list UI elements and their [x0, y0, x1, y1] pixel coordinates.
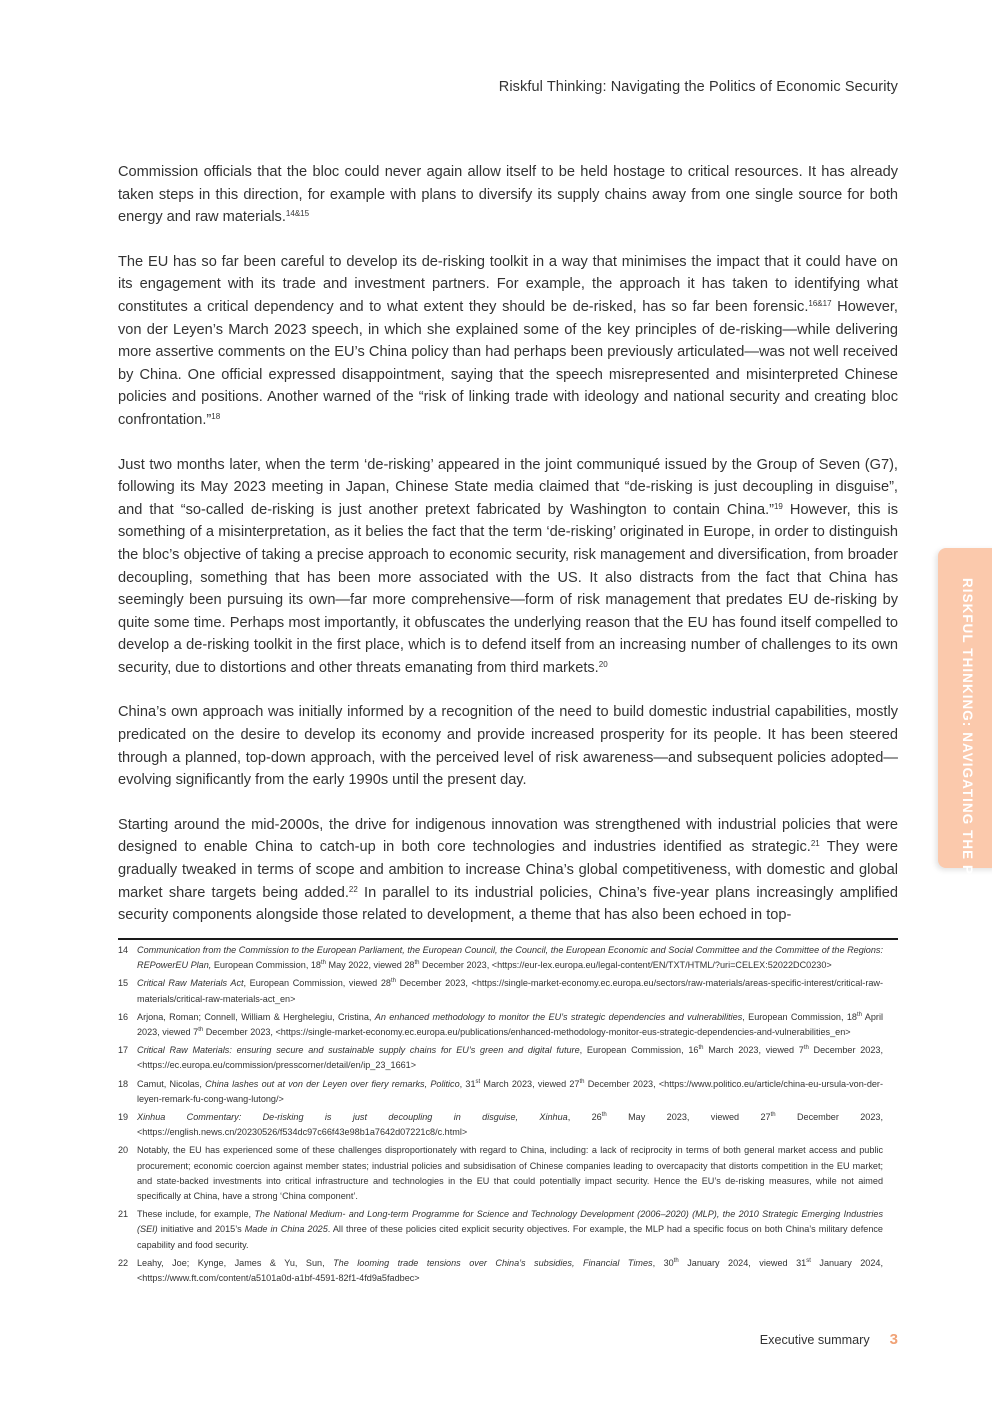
footnote-text	[137, 1143, 883, 1204]
footnote-number: 22	[118, 1257, 129, 1268]
text-run: Starting around the mid-2000s, the drive for indigenous innovation was strengthened with industrial policies that were designed to enable China to catch-up in both core technologies and industries identified as strategic.	[118, 816, 898, 856]
footnote-ref: 16&17	[808, 298, 832, 308]
footnote-ref: st	[475, 1078, 481, 1085]
footnote-ref: 19	[773, 501, 783, 511]
footnote-text	[137, 1207, 883, 1253]
footnote-ref: 22	[348, 884, 358, 894]
text-run: Leahy, Joe; Kynge, James & Yu, Sun,	[137, 1257, 334, 1268]
text-run: May 2022, viewed 28	[326, 960, 415, 971]
italic-text: The National Medium- and Long-term Programme for Science and Technology Development (2006–2020) (MLP), the 2010 Strategic Emerging Industries (SEI)	[137, 1209, 883, 1235]
footnote-ref: 20	[598, 659, 608, 669]
paragraph	[118, 251, 898, 432]
text-run: January 2024, <https://www.ft.com/content/a5101a0d-a1bf-4591-82f1-4fd9a5fadbec>	[137, 1257, 884, 1284]
footnote	[118, 1207, 883, 1253]
italic-text: Critical Raw Materials: ensuring secure and sustainable supply chains for EU’s green and digital future	[137, 1045, 580, 1056]
text-run: , 30	[652, 1257, 674, 1268]
footnote	[118, 976, 883, 1006]
footnote	[118, 1143, 883, 1204]
footnote-text	[137, 976, 883, 1006]
paragraph	[118, 161, 898, 229]
footnote-ref: 21	[810, 839, 820, 849]
footnote-number: 15	[118, 978, 129, 989]
italic-text: The looming trade tensions over China’s subsidies, Financial Times	[333, 1257, 653, 1268]
footnote	[118, 1077, 883, 1107]
text-run: December 2023, <https://ec.europa.eu/commission/presscorner/detail/en/ip_23_1661>	[137, 1045, 883, 1071]
text-run: April 2023, viewed 7	[137, 1011, 883, 1038]
footnote-number: 16	[118, 1011, 129, 1022]
footnote-number: 14	[118, 945, 129, 955]
footnote-number: 21	[118, 1209, 129, 1220]
text-run: , European Commission, viewed 28	[243, 978, 391, 989]
text-run: initiative and 2015’s	[157, 1224, 245, 1235]
footnote-ref: th	[673, 1257, 679, 1264]
footnote-number: 17	[118, 1045, 129, 1056]
footnote	[118, 1256, 883, 1286]
italic-text: Critical Raw Materials Act	[137, 978, 244, 989]
italic-text: Xinhua Commentary: De-risking is just decoupling in disguise, Xinhua	[137, 1112, 568, 1123]
paragraph	[118, 814, 898, 927]
text-run: , European Commission, 18	[742, 1011, 857, 1022]
body-text	[118, 161, 898, 949]
text-run: January 2024, viewed 31	[678, 1257, 807, 1268]
text-run: March 2023, viewed 27	[480, 1078, 580, 1089]
text-run: , 26	[567, 1112, 602, 1123]
footnote-ref: 14&15	[285, 209, 310, 219]
footnote-ref: th	[601, 1112, 607, 1119]
italic-text: Communication from the Commission to the European Parliament, the European Council, the Council, the European Economic and Social Committee and the Committee of the Regions: REPowerEU Plan,	[137, 945, 883, 971]
text-run: December 2023, <https://single-market-economy.ec.europa.eu/sectors/raw-materials/areas-specific-interest/critical-raw-materials/critical-raw-materials-act_en>	[137, 978, 883, 1004]
page-number: 3	[889, 1331, 898, 1348]
paragraph	[118, 701, 898, 791]
text-run: December 2023, <https://english.news.cn/20230526/f534dc97c66f43e98b1a7642d07221c8/c.html>	[137, 1112, 884, 1138]
text-run: December 2023, <https://www.politico.eu/article/china-eu-ursula-von-der-leyen-remark-fu-cong-wang-lutong/>	[137, 1078, 883, 1104]
footnote-ref: th	[414, 960, 420, 967]
text-run: Commission officials that the bloc could never again allow itself to be held hostage to critical resources. It has already taken steps in this direction, for example with plans to diversify its supply chains away from one single source for both energy and raw materials.	[118, 164, 898, 226]
page-footer	[760, 1331, 898, 1348]
footnote-ref: th	[579, 1078, 585, 1085]
text-run: China’s own approach was initially informed by a recognition of the need to build domestic industrial capabilities, mostly predicated on the desire to develop its economy and provide increased prosperity for its people. It has been steered through a planned, top-down approach, with the perceived level of risk awareness—and subsequent policies adopted—evolving significantly from the early 1990s until the present day.	[118, 704, 898, 789]
footnote-text	[137, 1077, 883, 1107]
footnote-ref: th	[390, 978, 396, 985]
text-run: , European Commission, 16	[579, 1045, 699, 1056]
text-run: May 2023, viewed 27	[606, 1112, 771, 1123]
text-run: December 2023, <https://single-market-economy.ec.europa.eu/publications/enhanced-methodology-monitor-eus-strategic-dependencies-and-vulnerabilities_en>	[203, 1027, 851, 1038]
footnote-ref: th	[698, 1045, 704, 1052]
footnote-text	[137, 1110, 883, 1140]
footnote	[118, 1110, 883, 1140]
footnotes	[118, 943, 883, 1289]
text-run: Notably, the EU has experienced some of these challenges disproportionately with regard to China, including: a lack of reciprocity in terms of both general market access and public procurement; economic coercion against member states; industrial policies and subsidisation of Chinese companies leading to overcapacity that distorts competition in the EU market; and state-backed investments into critical infrastructure and technologies in the EU that could potentially impact security. Hence the EU’s de-risking measures, while not aimed specifically at China, have a strong ‘China component’.	[137, 1145, 883, 1202]
text-run: December 2023, <https://eur-lex.europa.eu/legal-content/EN/TXT/HTML/?uri=CELEX:52022DC0230>	[419, 960, 832, 971]
footnote-number: 19	[118, 1112, 129, 1123]
footnote-number: 20	[118, 1145, 129, 1156]
italic-text: An enhanced methodology to monitor the EU’s strategic dependencies and vulnerabilities	[374, 1011, 743, 1022]
footer-section-label: Executive summary	[759, 1333, 870, 1347]
text-run: These include, for example,	[137, 1209, 255, 1220]
text-run: The EU has so far been careful to develop its de-risking toolkit in a way that minimises the impact that it could have on its engagement with its trade and investment partners. For example, the approach it has taken to identifying what constitutes a critical dependency and to what extent they should be de-risked, has so far been forensic.	[118, 253, 898, 315]
text-run: Camut, Nicolas,	[137, 1078, 206, 1089]
footnote-ref: th	[320, 960, 326, 967]
text-run: They were gradually tweaked in terms of scope and ambition to increase China’s global competitiveness, with domestic and global market share targets being added.	[118, 839, 899, 901]
footnote	[118, 1010, 883, 1040]
text-run: European Commission, 18	[211, 960, 321, 971]
footnote-ref: th	[770, 1112, 776, 1119]
footnote	[118, 943, 883, 973]
footnote-ref: th	[856, 1011, 862, 1018]
text-run: However, von der Leyen’s March 2023 speech, in which she explained some of the key principles of de-risking—while delivering more assertive comments on the EU’s China policy than had perhaps been previously articulated—was not well received by China. One official expressed disappointment, saying that the speech misrepresented and misinterpreted Chinese policies and positions. Another warned of the “risk of linking trade with ideology and national security and creating bloc confrontation.”	[118, 298, 898, 428]
text-run: In parallel to its industrial policies, China’s five-year plans increasingly amplified security components alongside those related to development, a theme that has also been echoed in top-	[118, 884, 898, 924]
footnote-divider	[118, 938, 898, 940]
text-run: , 31	[459, 1078, 476, 1089]
footnote-ref: 18	[211, 411, 221, 421]
footnote-text	[137, 1010, 883, 1040]
footnote-ref: st	[806, 1257, 811, 1264]
italic-text: China lashes out at von der Leyen over fiery remarks, Politico	[205, 1078, 460, 1089]
text-run: However, this is something of a misinterpretation, as it belies the fact that the term ‘de-risking’ originated in Europe, in order to distinguish the bloc’s objective of taking a precise approach to economic security, risk management and diversification, from broader decoupling, something that has been more associated with the US. It also distracts from the fact that China has seemingly been pursuing its own—far more comprehensive—form of risk management that predates EU de-risking by quite some time. Perhaps most importantly, it obfuscates the underlying reason that the EU has found itself compelled to develop a de-risking toolkit in the first place, which is to defend itself from an increasing number of challenges to its own security, due to distortions and other threats emanating from third markets.	[118, 501, 898, 676]
text-run: March 2023, viewed 7	[703, 1045, 804, 1056]
footnote-ref: th	[803, 1045, 809, 1052]
footnote-text	[137, 943, 883, 973]
text-run: . All three of these policies cited explicit security objectives. For example, the MLP had a specific focus on both China’s military defence capability and food security.	[137, 1224, 883, 1250]
footnote-text	[137, 1043, 883, 1073]
paragraph	[118, 454, 898, 680]
section-tab-label: RISKFUL THINKING: NAVIGATING THE POLITICS OF ECONOMIC SECURITY	[960, 578, 975, 1130]
italic-text: Made in China 2025	[244, 1224, 328, 1235]
text-run: Just two months later, when the term ‘de-risking’ appeared in the joint communiqué issued by the Group of Seven (G7), following its May 2023 meeting in Japan, Chinese State media claimed that “de-risking is just decoupling in disguise”, and that “so-called de-risking is just another pretext fabricated by Washington to contain China.”	[118, 456, 898, 518]
footnote-number: 18	[118, 1078, 129, 1089]
footnote	[118, 1043, 883, 1073]
footnote-text	[137, 1256, 883, 1286]
running-header: Riskful Thinking: Navigating the Politics of Economic Security	[498, 79, 898, 95]
footnote-ref: th	[198, 1027, 204, 1034]
text-run: Arjona, Roman; Connell, William & Herghelegiu, Cristina,	[137, 1011, 375, 1022]
